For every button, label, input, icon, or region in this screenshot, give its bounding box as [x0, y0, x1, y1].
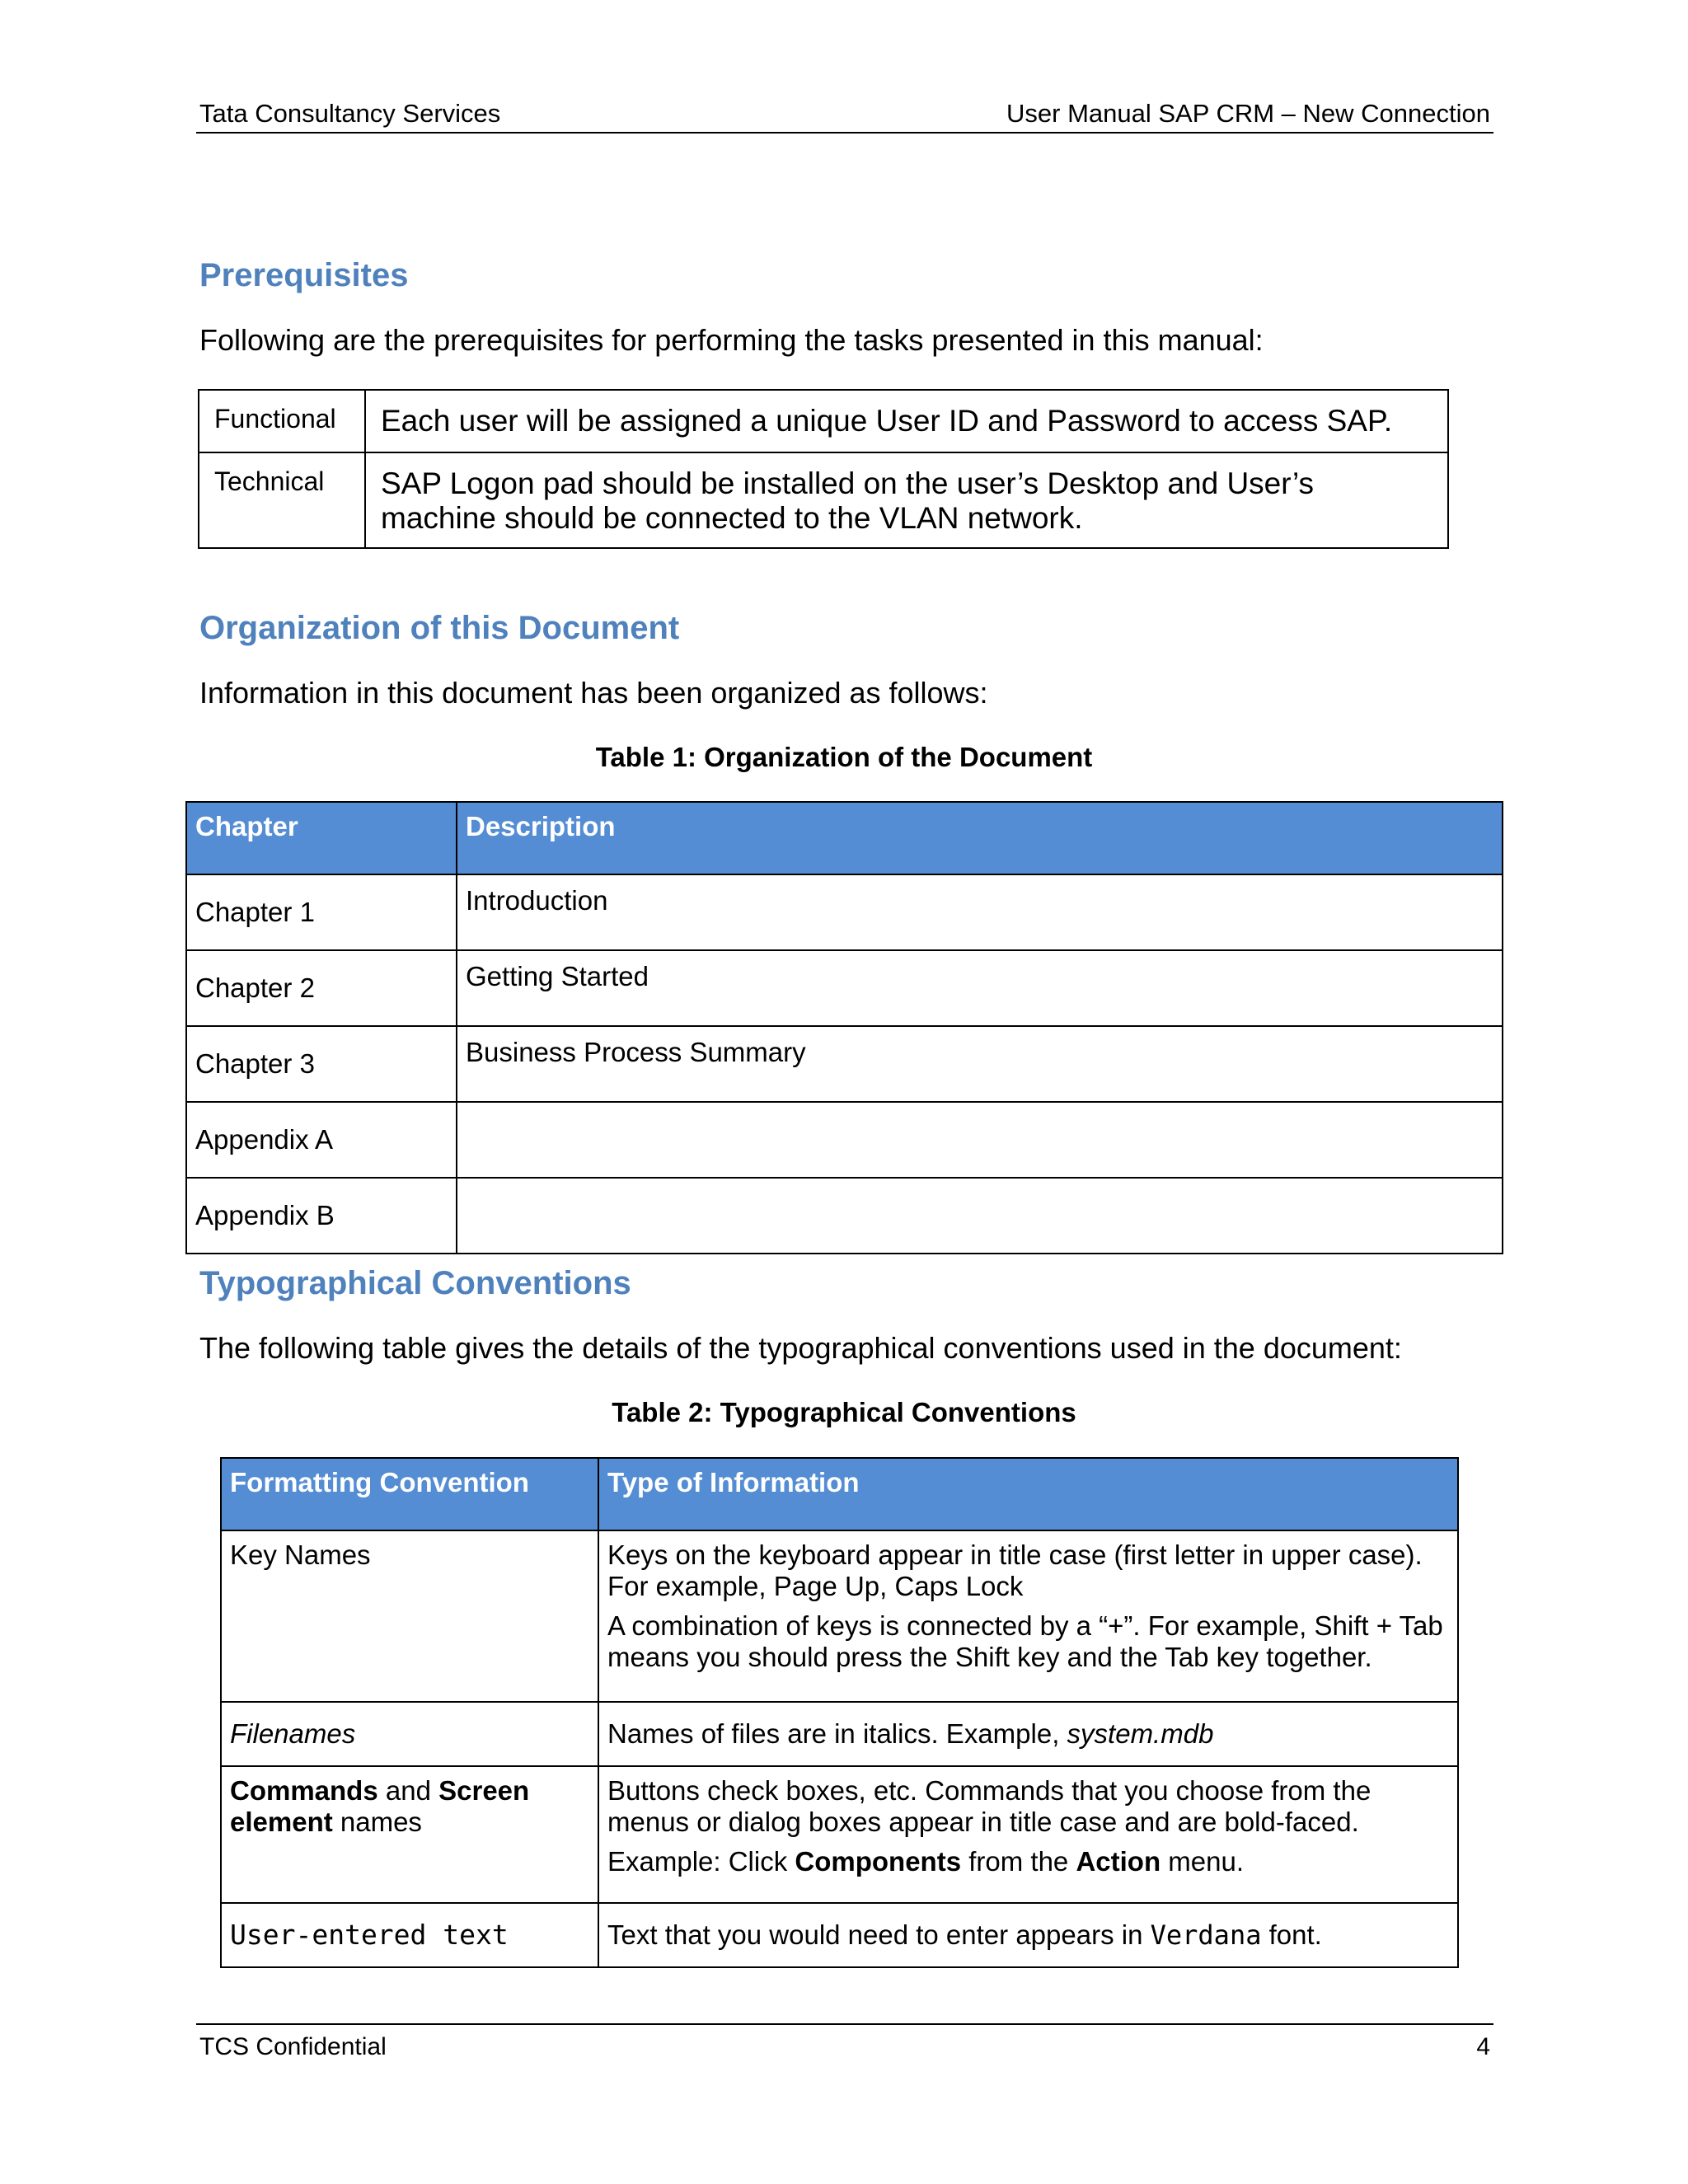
prereq-text: Each user will be assigned a unique User ID and Password to access SAP.	[365, 390, 1448, 452]
organization-caption: Table 1: Organization of the Document	[595, 742, 1093, 772]
table-row	[186, 874, 1503, 950]
plain-term: and	[377, 1775, 439, 1806]
header-doc-title: User Manual SAP CRM – New Connection	[1006, 99, 1490, 128]
bold-term: Components	[795, 1846, 962, 1877]
page-header	[196, 97, 1493, 134]
table-row	[186, 950, 1503, 1026]
chapter-cell: Appendix B	[186, 1178, 457, 1254]
prerequisites-heading: Prerequisites	[199, 257, 409, 293]
plain-term: Example: Click	[607, 1846, 795, 1877]
plain-term: menu.	[1160, 1846, 1245, 1877]
table-header-row	[221, 1458, 1458, 1530]
table-row	[199, 390, 1448, 452]
table-row	[221, 1530, 1458, 1702]
organization-heading: Organization of this Document	[199, 610, 680, 646]
info-cell	[598, 1903, 1458, 1967]
table-header-row	[186, 802, 1503, 874]
column-header-info: Type of Information	[598, 1458, 1458, 1530]
convention-cell: Key Names	[221, 1530, 598, 1702]
info-paragraph: Buttons check boxes, etc. Commands that you choose from the menus or dialog boxes appear in title case and are bold-faced.	[607, 1775, 1372, 1837]
filename-example: system.mdb	[1067, 1718, 1214, 1749]
prereq-label: Technical	[199, 452, 365, 548]
page-number: 4	[1476, 2033, 1490, 2060]
info-text: Names of files are in italics. Example,	[607, 1718, 1067, 1749]
chapter-cell: Chapter 2	[186, 950, 457, 1026]
info-cell	[598, 1530, 1458, 1702]
header-company: Tata Consultancy Services	[199, 99, 501, 128]
column-header-convention: Formatting Convention	[221, 1458, 598, 1530]
organization-table	[185, 801, 1503, 1254]
typography-intro: The following table gives the details of the typographical conventions used in the document:	[199, 1331, 1402, 1365]
table-row	[186, 1026, 1503, 1102]
chapter-cell: Chapter 3	[186, 1026, 457, 1102]
description-cell: Getting Started	[457, 950, 1503, 1026]
description-cell: Introduction	[457, 874, 1503, 950]
prerequisites-table	[198, 389, 1449, 549]
prereq-label: Functional	[199, 390, 365, 452]
prereq-text: SAP Logon pad should be installed on the user’s Desktop and User’s machine should be connected to the VLAN network.	[365, 452, 1448, 548]
info-paragraph: A combination of keys is connected by a “+”. For example, Shift + Tab means you should press the Shift key and the Tab key together.	[607, 1610, 1443, 1672]
prerequisites-intro: Following are the prerequisites for performing the tasks presented in this manual:	[199, 323, 1264, 357]
column-header-chapter: Chapter	[186, 802, 457, 874]
chapter-cell: Chapter 1	[186, 874, 457, 950]
page-footer	[196, 2023, 1493, 2064]
table-row	[221, 1766, 1458, 1903]
info-text: font.	[1261, 1919, 1322, 1950]
convention-cell: Filenames	[221, 1702, 598, 1766]
description-cell	[457, 1178, 1503, 1254]
footer-confidential: TCS Confidential	[199, 2033, 387, 2060]
table-row	[199, 452, 1448, 548]
table-row	[186, 1178, 1503, 1254]
info-example	[607, 1846, 1449, 1877]
description-cell	[457, 1102, 1503, 1178]
plain-term: from the	[961, 1846, 1076, 1877]
info-cell	[598, 1702, 1458, 1766]
typography-caption: Table 2: Typographical Conventions	[612, 1397, 1076, 1427]
description-cell: Business Process Summary	[457, 1026, 1503, 1102]
font-example: Verdana	[1150, 1919, 1262, 1951]
chapter-cell: Appendix A	[186, 1102, 457, 1178]
info-text: Text that you would need to enter appears in	[607, 1919, 1151, 1950]
convention-cell	[221, 1766, 598, 1903]
convention-cell: User-entered text	[221, 1903, 598, 1967]
bold-term: Action	[1076, 1846, 1161, 1877]
info-cell	[598, 1766, 1458, 1903]
table-row	[186, 1102, 1503, 1178]
table-row	[221, 1903, 1458, 1967]
plain-term: names	[332, 1807, 422, 1837]
typography-heading: Typographical Conventions	[199, 1265, 631, 1301]
typography-table	[220, 1457, 1459, 1968]
column-header-description: Description	[457, 802, 1503, 874]
organization-intro: Information in this document has been organized as follows:	[199, 676, 988, 710]
table-row	[221, 1702, 1458, 1766]
bold-term: Screen element	[230, 1775, 530, 1837]
info-paragraph: Keys on the keyboard appear in title case (first letter in upper case). For example, Page Up, Caps Lock	[607, 1540, 1423, 1601]
bold-term: Commands	[230, 1775, 378, 1806]
